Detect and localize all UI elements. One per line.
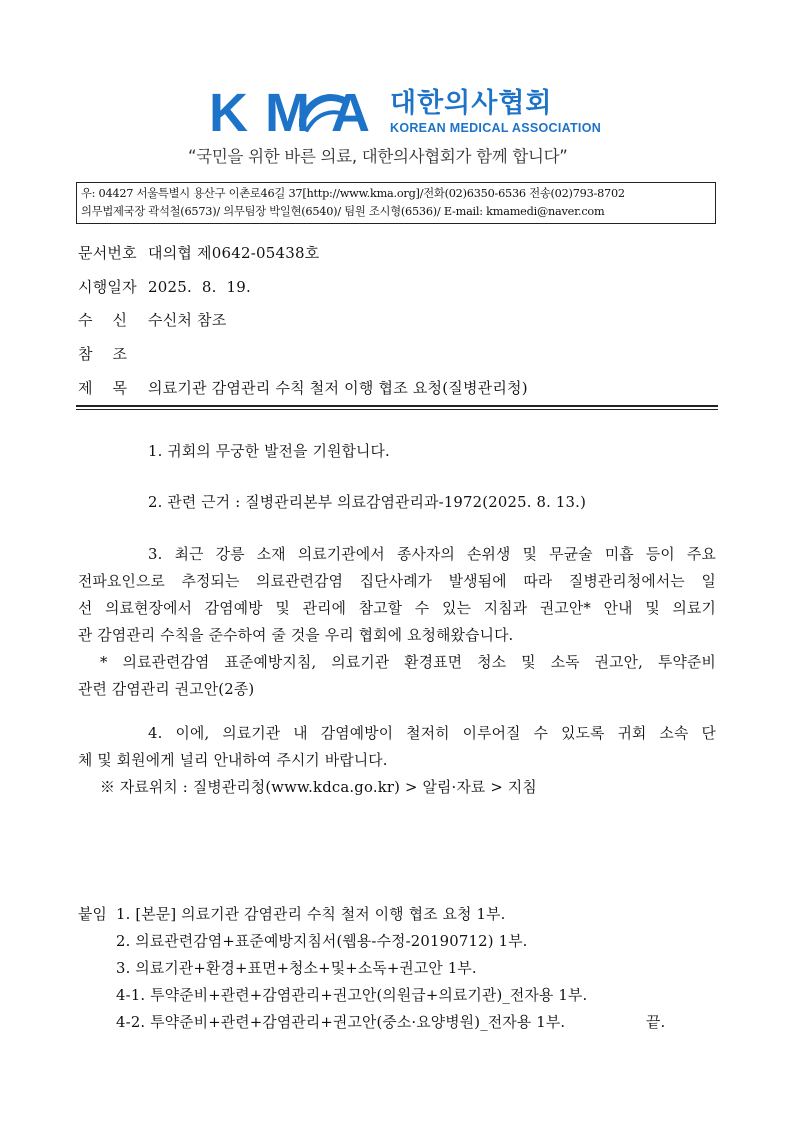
date-label: 시행일자 <box>78 278 137 296</box>
paragraph-1: 1. 귀회의 무궁한 발전을 기원합니다. <box>148 443 390 460</box>
date-value: 2025. 8. 19. <box>148 278 251 296</box>
address-box <box>76 182 716 224</box>
paragraph-2: 2. 관련 근거 : 질병관리본부 의료감염관리과-1972(2025. 8. 13.) <box>148 494 587 511</box>
paragraph-3-line: 선 의료현장에서 감염예방 및 관리에 참고할 수 있는 지침과 권고안* 안내 및 의료기 <box>78 600 716 617</box>
source-note: ※ 자료위치 : 질병관리청(www.kdca.go.kr) > 알림·자료 > 지침 <box>100 779 537 796</box>
logo-name-english: KOREAN MEDICAL ASSOCIATION <box>390 121 602 135</box>
date-row <box>78 277 251 297</box>
attachment-item: 4-1. 투약준비+관련+감염관리+권고안(의원급+의료기관)_전자용 1부. <box>116 987 588 1004</box>
paragraph-4-line: 4. 이에, 의료기관 내 감염예방이 철저히 이루어질 수 있도록 귀회 소속 단 <box>148 725 716 742</box>
footnote-line: * 의료관련감염 표준예방지침, 의료기관 환경표면 청소 및 소독 권고안, 투약준비 <box>100 654 716 671</box>
reference-row <box>78 344 148 364</box>
attachment-item: 2. 의료관련감염+표준예방지침서(웹용-수정-20190712) 1부. <box>116 933 528 950</box>
logo-letter-a: A <box>331 83 368 143</box>
paragraph-4-line: 체 및 회원에게 널리 안내하여 주시기 바랍니다. <box>78 752 388 769</box>
doc-number-label: 문서번호 <box>78 244 137 262</box>
address-line: 우: 04427 서울특별시 용산구 이촌로46길 37[http://www.kma.org]/전화(02)6350-6536 전송(02)793-8702 <box>81 187 625 200</box>
logo-letter-k: K <box>209 83 246 143</box>
logo-letter-m: M <box>265 83 308 143</box>
subject-row <box>78 378 528 398</box>
doc-number: 대의협 제0642-05438호 <box>148 244 320 262</box>
end-mark: 끝. <box>646 1014 666 1031</box>
recipient-row <box>78 310 226 330</box>
paragraph-3-line: 관 감염관리 수칙을 준수하여 줄 것을 우리 협회에 요청해왔습니다. <box>78 627 514 644</box>
attachment-item: 4-2. 투약준비+관련+감염관리+권고안(중소·요양병원)_전자용 1부. <box>116 1014 566 1031</box>
slogan: “국민을 위한 바른 의료, 대한의사협회가 함께 합니다” <box>188 147 568 166</box>
header-divider-thick <box>76 405 718 407</box>
subject-value: 의료기관 감염관리 수칙 철저 이행 협조 요청(질병관리청) <box>148 379 528 397</box>
subject-label: 제 목 <box>78 379 128 397</box>
recipient-value: 수신처 참조 <box>148 311 227 329</box>
footnote-line: 관련 감염관리 권고안(2종) <box>78 681 255 698</box>
header-divider-thin <box>76 409 718 410</box>
attachment-item: 1. [본문] 의료기관 감염관리 수칙 철저 이행 협조 요청 1부. <box>116 906 506 923</box>
attachment-item: 3. 의료기관+환경+표면+청소+및+소독+권고안 1부. <box>116 960 477 977</box>
contact-line: 의무법제국장 곽석철(6573)/ 의무팀장 박일현(6540)/ 팀원 조시형(6536)/ E-mail: kmamedi@naver.com <box>81 205 605 218</box>
recipient-label: 수 신 <box>78 311 128 329</box>
logo-name-korean: 대한의사협회 <box>390 88 553 119</box>
reference-label: 참 조 <box>78 345 128 363</box>
attachments-label: 붙임 <box>78 906 107 923</box>
paragraph-3-line: 3. 최근 강릉 소재 의료기관에서 종사자의 손위생 및 무균술 미흡 등이 주요 <box>148 546 716 563</box>
kma-logo <box>205 83 605 146</box>
doc-number-row <box>78 243 319 263</box>
paragraph-3-line: 전파요인으로 추정되는 의료관련감염 집단사례가 발생됨에 따라 질병관리청에서는 일 <box>78 573 716 590</box>
